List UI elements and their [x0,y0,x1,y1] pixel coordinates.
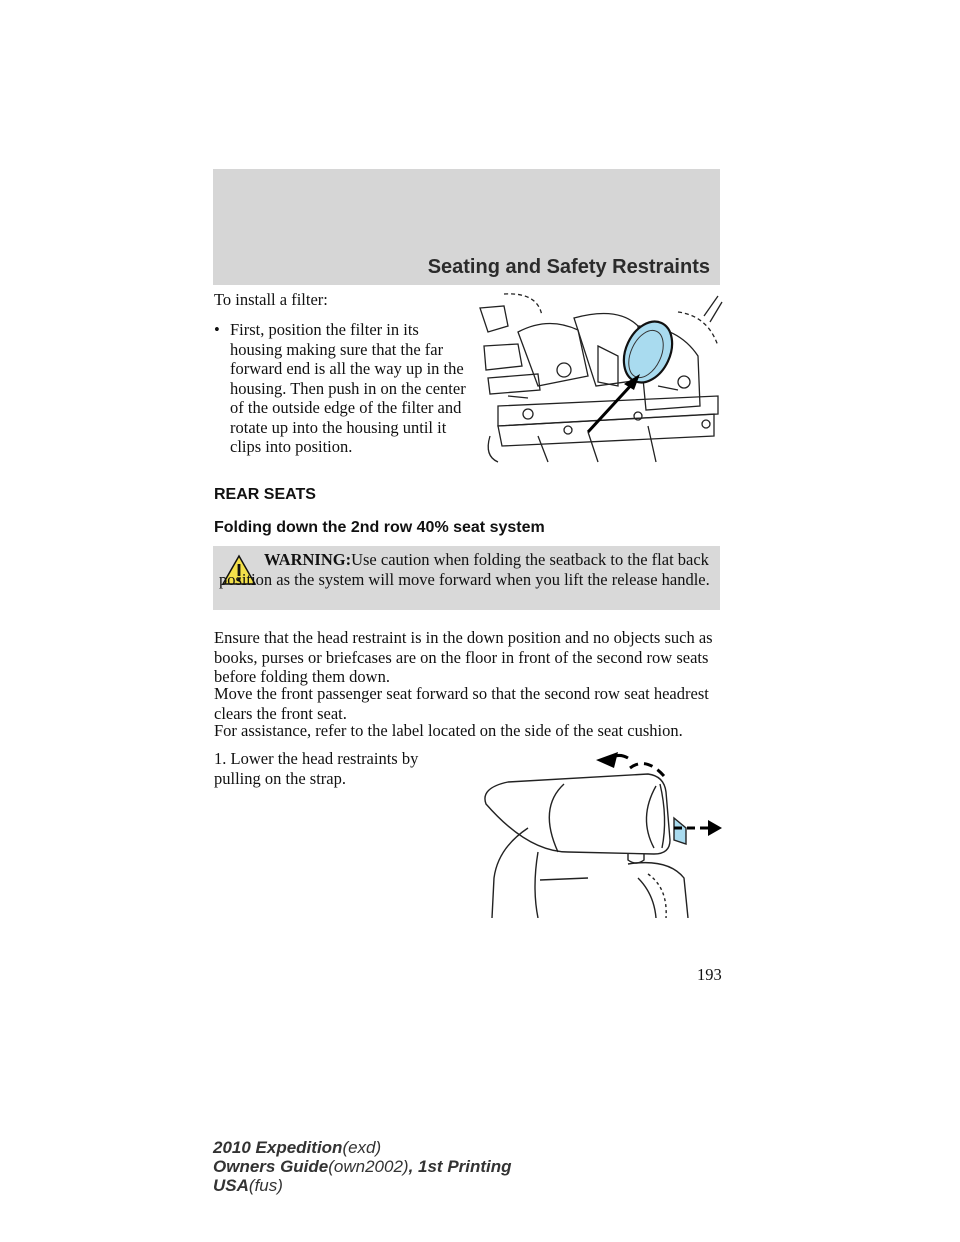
warning-box [213,546,720,610]
footer-market-code: (fus) [248,1176,283,1195]
step-1: 1. Lower the head restraints by pulling on the strap. [214,749,419,788]
filter-bullet [214,320,470,457]
footer [213,1138,512,1195]
paragraph-assistance: For assistance, refer to the label located on the side of the seat cushion. [214,721,683,740]
footer-line-2 [213,1157,512,1176]
filter-bullet-text: First, position the filter in its housing making sure that the far forward end is all the way up in the housing. Then push in on the center of the outside edge of the filter and rotate up into the housing until it clips into position. [230,320,466,456]
paragraph-ensure: Ensure that the head restraint is in the down position and no objects such as books, purses or briefcases are on the floor in front of the second row seats before folding them down. [214,628,713,686]
warning-body: Use caution when folding the seatback to the flat back position as the system will move forward when you lift the release handle. [219,550,710,589]
warning-label: WARNING: [264,550,352,569]
footer-model: 2010 Expedition [213,1138,343,1157]
rear-seats-heading: REAR SEATS [214,486,316,503]
footer-model-code: (exd) [342,1138,382,1157]
filter-intro: To install a filter: [214,290,328,309]
footer-guide: Owners Guide [213,1157,329,1176]
head-restraint-illustration [478,748,724,918]
footer-market: USA [213,1176,249,1195]
cabin-air-filter-illustration [478,286,724,464]
footer-printing: , 1st Printing [408,1157,512,1176]
bullet-icon: • [214,320,220,339]
section-title: Seating and Safety Restraints [427,256,710,278]
section-header-band [213,169,720,285]
footer-line-3 [213,1176,512,1195]
footer-line-1 [213,1138,512,1157]
page-number: 193 [697,965,722,984]
paragraph-move-seat: Move the front passenger seat forward so that the second row seat headrest clears the front seat. [214,684,709,723]
folding-subheading: Folding down the 2nd row 40% seat system [214,519,545,536]
warning-text [219,550,714,589]
footer-guide-code: (own2002) [328,1157,409,1176]
